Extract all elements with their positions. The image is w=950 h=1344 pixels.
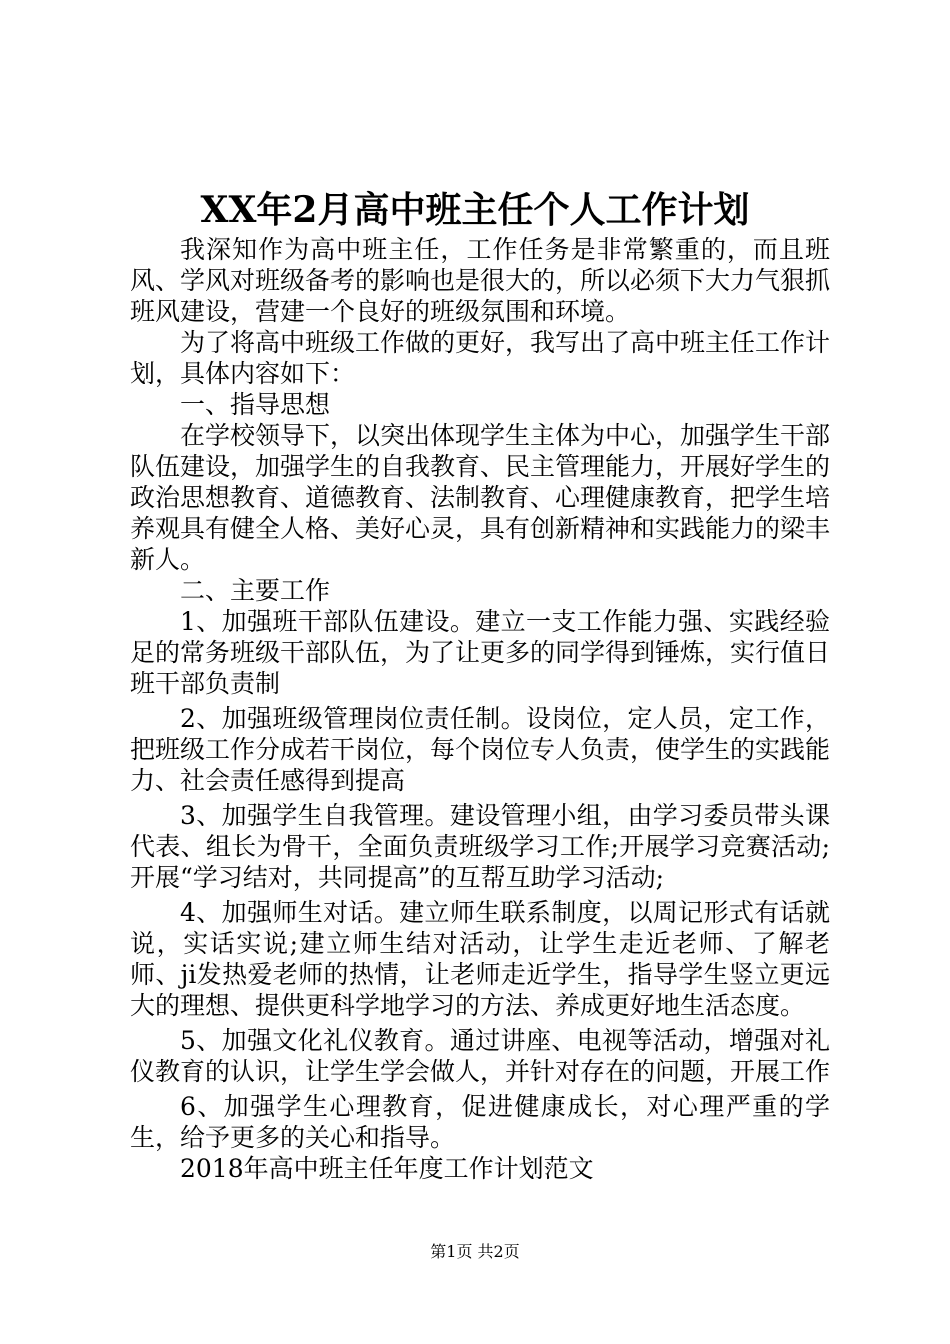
work-item-5: 5、加强文化礼仪教育。通过讲座、电视等活动，增强对礼仪教育的认识，让学生学会做人，并针对存在的问题，开展工作 [130, 1026, 831, 1086]
work-item-2: 2、加强班级管理岗位责任制。设岗位，定人员，定工作，把班级工作分成若干岗位，每个岗位专人负责，使学生的实践能力、社会责任感得到提高 [130, 704, 831, 795]
page-number-footer: 第1页 共2页 [430, 1242, 520, 1261]
intro-paragraph-2: 为了将高中班级工作做的更好，我写出了高中班主任工作计划，具体内容如下： [130, 328, 831, 388]
work-item-6: 6、加强学生心理教育，促进健康成长，对心理严重的学生，给予更多的关心和指导。 [130, 1092, 830, 1152]
guiding-idea-paragraph: 在学校领导下，以突出体现学生主体为中心，加强学生干部队伍建设，加强学生的自我教育、民主管理能力，开展好学生的政治思想教育、道德教育、法制教育、心理健康教育，把学生培养观具有健全人格、美好心灵，具有创新精神和实践能力的梁丰新人。 [130, 421, 831, 574]
document-body [130, 234, 830, 1184]
page-title: XX年2月高中班主任个人工作计划 [200, 189, 750, 231]
section-heading-main-work: 二、主要工作 [180, 576, 331, 605]
section-heading-guiding-idea: 一、指导思想 [180, 390, 331, 419]
related-article-title: 2018年高中班主任年度工作计划范文 [180, 1154, 594, 1183]
work-item-1: 1、加强班干部队伍建设。建立一支工作能力强、实践经验足的常务班级干部队伍，为了让更多的同学得到锤炼，实行值日班干部负责制 [130, 607, 831, 698]
intro-paragraph: 我深知作为高中班主任，工作任务是非常繁重的，而且班风、学风对班级备考的影响也是很大的，所以必须下大力气狠抓班风建设，营建一个良好的班级氛围和环境。 [130, 235, 831, 326]
work-item-4: 4、加强师生对话。建立师生联系制度，以周记形式有话就说，实话实说;建立师生结对活动，让学生走近老师、了解老师、ji发热爱老师的热情，让老师走近学生，指导学生竖立更远大的理想、提供更科学地学习的方法、养成更好地生活态度。 [130, 898, 830, 1020]
work-item-3: 3、加强学生自我管理。建设管理小组，由学习委员带头课代表、组长为骨干，全面负责班级学习工作;开展学习竞赛活动;开展“学习结对，共同提高”的互帮互助学习活动; [130, 801, 830, 892]
